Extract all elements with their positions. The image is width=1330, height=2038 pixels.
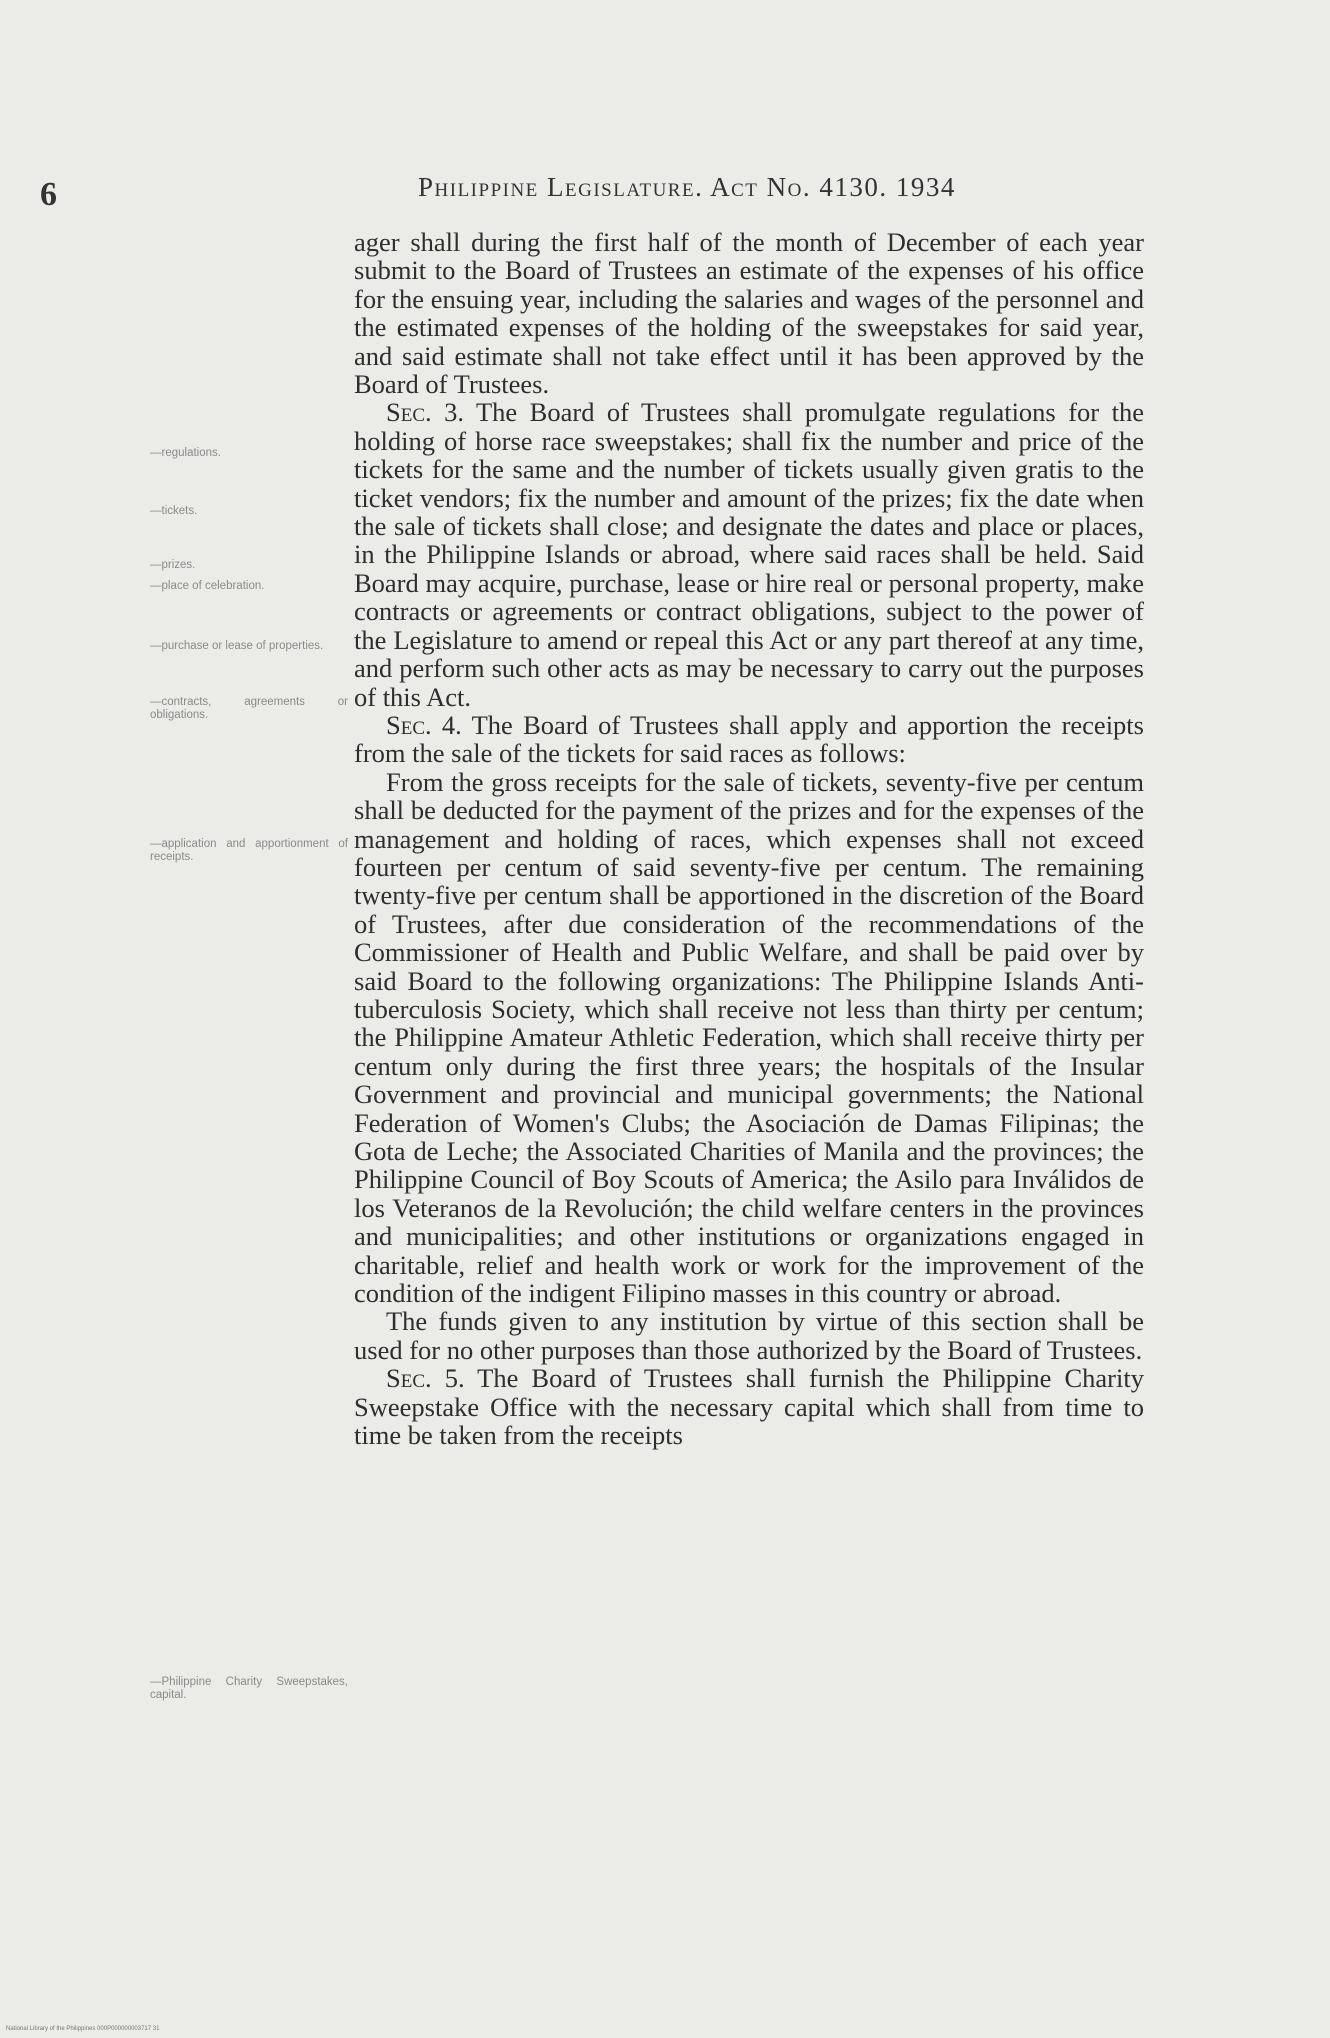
- paragraph-section-5: [354, 1364, 1144, 1449]
- margin-note-prizes: —prizes.: [150, 559, 196, 571]
- margin-note-capital: —Philippine Charity Sweepstakes, capital.: [150, 1676, 348, 1701]
- margin-note-apportionment: —application and apportionment of receipts.: [150, 838, 348, 863]
- running-head: Philippine Legislature. Act No. 4130. 1934: [418, 172, 956, 202]
- paragraph-section-4: [354, 711, 1144, 768]
- margin-note-regulations: —regulations.: [150, 447, 221, 459]
- margin-note-place: —place of celebration.: [150, 580, 265, 592]
- section-5-label: Sec. 5.: [386, 1363, 465, 1394]
- page-number: 6: [40, 176, 57, 213]
- section-4-text: The Board of Trustees shall apply and apportion the receipts from the sale of the tickets for said races as follows:: [354, 709, 1144, 769]
- section-3-label: Sec. 3.: [386, 397, 464, 428]
- paragraph-estimate: ager shall during the first half of the month of December of each year submit to the Board of Trustees an estimate of the expenses of his office for the ensuing year, including the salaries and wages of the personnel and the estimated expenses of the holding of the sweepstakes for said year, and said estimate shall not take effect until it has been approved by the Board of Trustees.: [354, 227, 1144, 400]
- scan-credit: National Library of the Philippines 000P000000003717 31: [6, 2026, 160, 2032]
- section-3-text: The Board of Trustees shall promulgate regulations for the holding of horse race sweepstakes; shall fix the number and price of the tickets for the same and the number of tickets usually given gratis to the ticket vendors; fix the number and amount of the prizes; fix the date when the sale of tickets shall close; and designate the dates and place or places, in the Philippine Islands or abroad, where said races shall be held. Said Board may acquire, purchase, lease or hire real or personal property, make contracts or agreements or contract obligations, subject to the power of the Legislature to amend or repeal this Act or any part thereof at any time, and perform such other acts as may be necessary to carry out the purposes of this Act.: [354, 397, 1144, 712]
- margin-note-tickets: —tickets.: [150, 505, 198, 517]
- section-5-text: The Board of Trustees shall furnish the Philippine Charity Sweepstake Office with the necessary capital which shall from time to time be taken from the receipts: [354, 1363, 1144, 1451]
- margin-note-contracts: —contracts, agreements or obligations.: [150, 696, 348, 721]
- section-4-label: Sec. 4.: [386, 709, 462, 740]
- margin-note-purchase: —purchase or lease of properties.: [150, 640, 324, 652]
- paragraph-gross-receipts: From the gross receipts for the sale of tickets, seventy-five per centum shall be deducted for the payment of the prizes and for the expenses of the management and holding of races, which expenses shall not exceed fourteen per centum of said seventy-five per centum. The remaining twenty-five per centum shall be apportioned in the discretion of the Board of Trustees, after due consideration of the recommendations of the Commissioner of Health and Public Welfare, and shall be paid over by said Board to the following organizations: The Philippine Islands Anti-tuberculosis Society, which shall receive not less than thirty per centum; the Philippine Amateur Athletic Federation, which shall receive thirty per centum only during the first three years; the hospitals of the Insular Government and provincial and municipal governments; the National Federation of Women's Clubs; the Asociación de Damas Filipinas; the Gota de Leche; the Associated Charities of Manila and the provinces; the Philippine Council of Boy Scouts of America; the Asilo para Inválidos de los Veteranos de la Revolución; the child welfare centers in the provinces and municipalities; and other institutions or organizations engaged in charitable, relief and health work or work for the improvement of the condition of the indigent Filipino masses in this country or abroad.: [354, 766, 1144, 1309]
- paragraph-section-3: [354, 398, 1144, 710]
- paragraph-funds: The funds given to any institution by virtue of this section shall be used for no other purposes than those authorized by the Board of Trustees.: [354, 1306, 1144, 1365]
- body-text: [354, 228, 1144, 1449]
